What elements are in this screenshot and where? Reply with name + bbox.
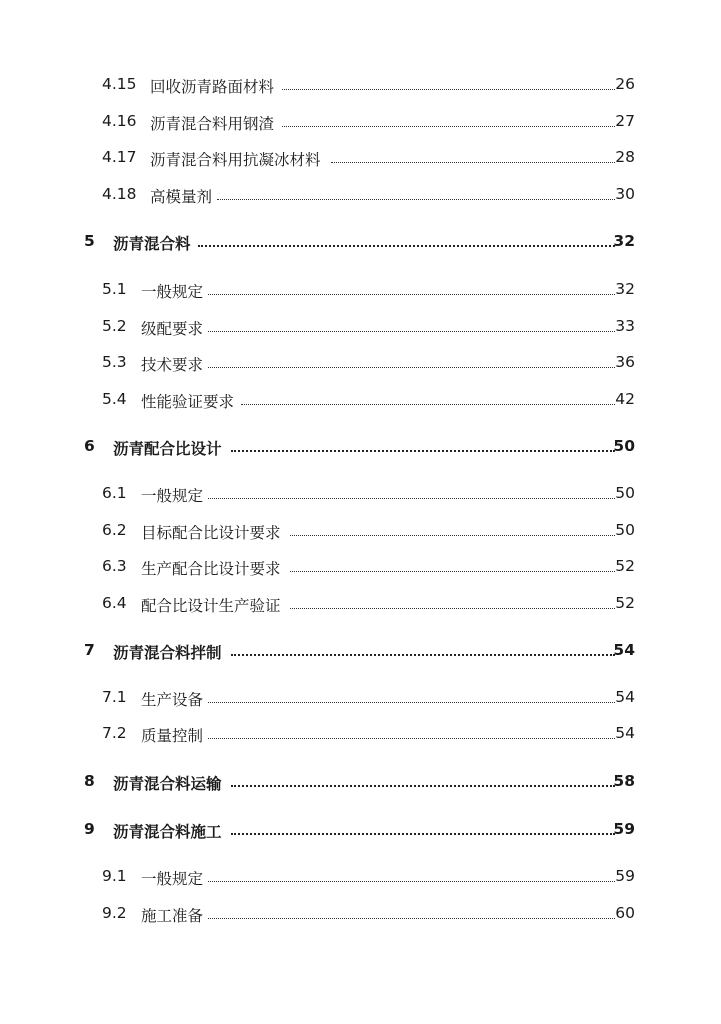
toc-entry-number: 9.2 bbox=[102, 904, 127, 922]
toc-entry-number: 6.2 bbox=[102, 521, 127, 539]
toc-entry-title: 沥青混合料用钢渣 bbox=[150, 115, 275, 133]
toc-leader-dots bbox=[231, 641, 615, 656]
toc-entry-number: 4.18 bbox=[102, 185, 137, 203]
toc-entry-number: 6 bbox=[84, 437, 95, 455]
toc-leader-dots bbox=[208, 317, 615, 332]
toc-entry-page: 58 bbox=[613, 772, 635, 790]
toc-entry-page: 50 bbox=[613, 437, 635, 455]
toc-entry-page: 50 bbox=[615, 484, 635, 502]
toc-chapter-entry[interactable] bbox=[0, 772, 721, 794]
toc-entry-number: 6.4 bbox=[102, 594, 127, 612]
toc-entry-number: 7.1 bbox=[102, 688, 127, 706]
toc-entry-title: 生产设备 bbox=[141, 691, 204, 709]
toc-leader-dots bbox=[282, 112, 615, 127]
toc-entry-title: 一般规定 bbox=[141, 487, 204, 505]
toc-entry-title: 回收沥青路面材料 bbox=[150, 78, 275, 96]
toc-entry-page: 30 bbox=[615, 185, 635, 203]
toc-section-entry[interactable] bbox=[0, 904, 721, 926]
toc-section-entry[interactable] bbox=[0, 280, 721, 302]
toc-entry-number: 5.3 bbox=[102, 353, 127, 371]
toc-entry-title: 生产配合比设计要求 bbox=[141, 560, 281, 578]
toc-entry-title: 性能验证要求 bbox=[141, 393, 235, 411]
toc-entry-title: 一般规定 bbox=[141, 870, 204, 888]
toc-entry-page: 54 bbox=[615, 688, 635, 706]
toc-leader-dots bbox=[208, 484, 615, 499]
toc-entry-number: 7.2 bbox=[102, 724, 127, 742]
toc-leader-dots bbox=[208, 904, 615, 919]
toc-section-entry[interactable] bbox=[0, 484, 721, 506]
toc-entry-page: 33 bbox=[615, 317, 635, 335]
toc-entry-title: 沥青混合料运输 bbox=[113, 775, 222, 793]
toc-entry-number: 6.3 bbox=[102, 557, 127, 575]
toc-section-entry[interactable] bbox=[0, 594, 721, 616]
toc-entry-title: 沥青混合料 bbox=[113, 235, 191, 253]
toc-leader-dots bbox=[290, 594, 615, 609]
toc-leader-dots bbox=[290, 521, 615, 536]
toc-entry-number: 9.1 bbox=[102, 867, 127, 885]
toc-section-entry[interactable] bbox=[0, 353, 721, 375]
toc-entry-title: 沥青配合比设计 bbox=[113, 440, 222, 458]
toc-entry-number: 6.1 bbox=[102, 484, 127, 502]
toc-chapter-entry[interactable] bbox=[0, 232, 721, 254]
toc-entry-page: 59 bbox=[613, 820, 635, 838]
toc-section-entry[interactable] bbox=[0, 867, 721, 889]
toc-entry-number: 5 bbox=[84, 232, 95, 250]
toc-section-entry[interactable] bbox=[0, 75, 721, 97]
toc-leader-dots bbox=[231, 437, 615, 452]
toc-entry-title: 目标配合比设计要求 bbox=[141, 524, 281, 542]
toc-entry-number: 4.16 bbox=[102, 112, 137, 130]
toc-entry-page: 36 bbox=[615, 353, 635, 371]
toc-leader-dots bbox=[290, 557, 615, 572]
toc-entry-number: 5.1 bbox=[102, 280, 127, 298]
toc-entry-page: 60 bbox=[615, 904, 635, 922]
toc-entry-page: 52 bbox=[615, 557, 635, 575]
toc-entry-number: 8 bbox=[84, 772, 95, 790]
toc-leader-dots bbox=[241, 390, 615, 405]
toc-leader-dots bbox=[282, 75, 615, 90]
toc-entry-title: 高模量剂 bbox=[150, 188, 213, 206]
toc-section-entry[interactable] bbox=[0, 185, 721, 207]
toc-leader-dots bbox=[208, 867, 615, 882]
toc-leader-dots bbox=[231, 772, 615, 787]
toc-leader-dots bbox=[217, 185, 615, 200]
toc-leader-dots bbox=[198, 232, 615, 247]
toc-chapter-entry[interactable] bbox=[0, 437, 721, 459]
toc-entry-number: 7 bbox=[84, 641, 95, 659]
toc-entry-number: 5.4 bbox=[102, 390, 127, 408]
toc-chapter-entry[interactable] bbox=[0, 641, 721, 663]
toc-entry-page: 28 bbox=[615, 148, 635, 166]
toc-entry-title: 施工准备 bbox=[141, 907, 204, 925]
toc-section-entry[interactable] bbox=[0, 112, 721, 134]
toc-entry-number: 9 bbox=[84, 820, 95, 838]
toc-entry-page: 27 bbox=[615, 112, 635, 130]
toc-entry-page: 32 bbox=[615, 280, 635, 298]
toc-entry-page: 26 bbox=[615, 75, 635, 93]
toc-entry-number: 4.15 bbox=[102, 75, 137, 93]
toc-entry-title: 级配要求 bbox=[141, 320, 204, 338]
toc-entry-page: 54 bbox=[615, 724, 635, 742]
toc-entry-number: 4.17 bbox=[102, 148, 137, 166]
toc-leader-dots bbox=[208, 280, 615, 295]
toc-section-entry[interactable] bbox=[0, 317, 721, 339]
toc-leader-dots bbox=[231, 820, 615, 835]
toc-entry-page: 42 bbox=[615, 390, 635, 408]
toc-section-entry[interactable] bbox=[0, 557, 721, 579]
toc-entry-title: 配合比设计生产验证 bbox=[141, 597, 281, 615]
toc-entry-page: 54 bbox=[613, 641, 635, 659]
toc-chapter-entry[interactable] bbox=[0, 820, 721, 842]
toc-section-entry[interactable] bbox=[0, 521, 721, 543]
toc-leader-dots bbox=[331, 148, 615, 163]
toc-section-entry[interactable] bbox=[0, 148, 721, 170]
toc-entry-title: 一般规定 bbox=[141, 283, 204, 301]
toc-entry-page: 50 bbox=[615, 521, 635, 539]
toc-entry-title: 沥青混合料施工 bbox=[113, 823, 222, 841]
toc-leader-dots bbox=[208, 353, 615, 368]
toc-entry-title: 技术要求 bbox=[141, 356, 204, 374]
toc-leader-dots bbox=[208, 724, 615, 739]
toc-entry-page: 59 bbox=[615, 867, 635, 885]
toc-section-entry[interactable] bbox=[0, 724, 721, 746]
toc-entry-title: 质量控制 bbox=[141, 727, 204, 745]
toc-entry-page: 52 bbox=[615, 594, 635, 612]
toc-entry-number: 5.2 bbox=[102, 317, 127, 335]
toc-section-entry[interactable] bbox=[0, 688, 721, 710]
toc-entry-title: 沥青混合料拌制 bbox=[113, 644, 222, 662]
toc-entry-title: 沥青混合料用抗凝冰材料 bbox=[150, 151, 321, 169]
toc-leader-dots bbox=[208, 688, 615, 703]
toc-section-entry[interactable] bbox=[0, 390, 721, 412]
toc-entry-page: 32 bbox=[613, 232, 635, 250]
